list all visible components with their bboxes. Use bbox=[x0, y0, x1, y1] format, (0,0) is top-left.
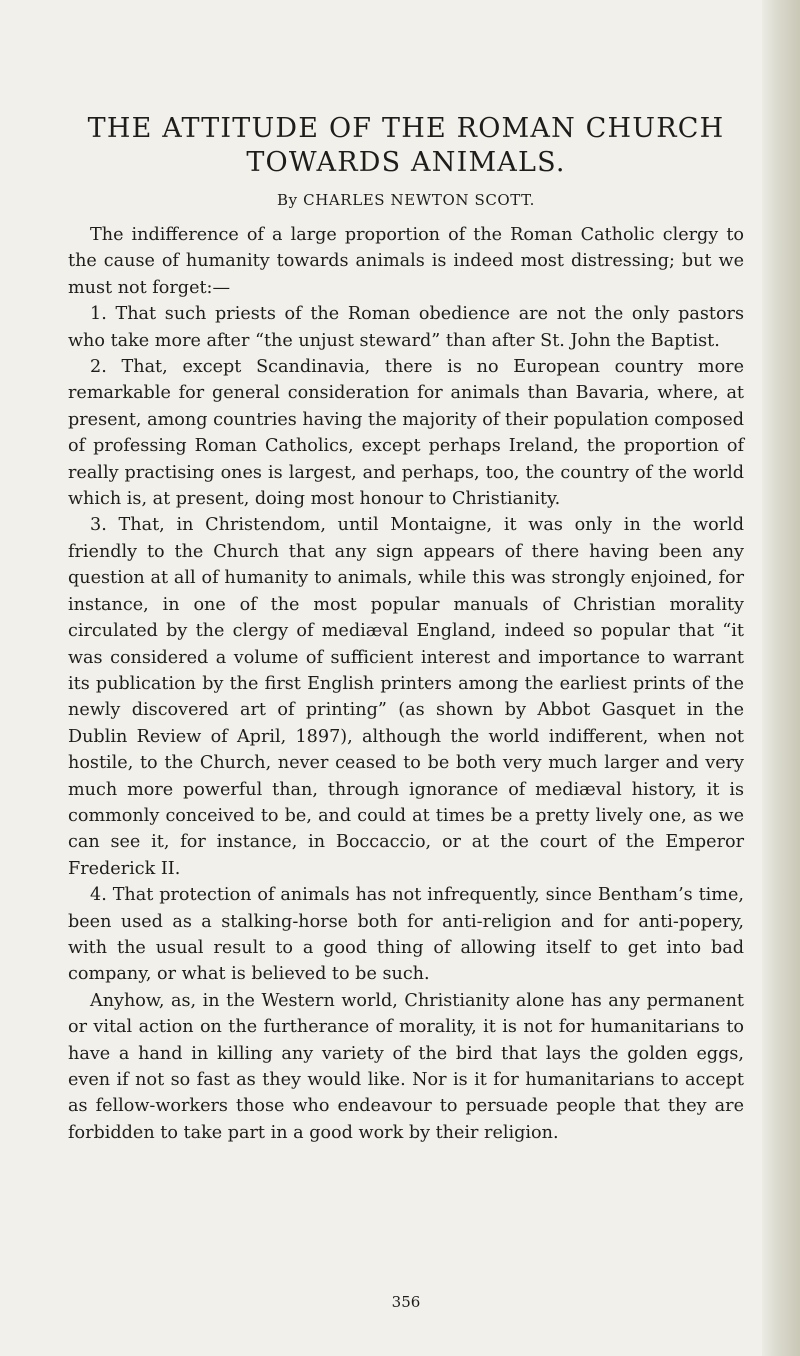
paragraph-conclusion: Anyhow, as, in the Western world, Christianity alone has any permanent or vital action on the furtherance of morality, it is not for humanitarians to have a hand in killing any variety of the bird that lays the golden eggs, even if not so fast as they would like. Nor is it for humanitarians to accept as fellow-workers those who endeavour to persuade people that they are forbidden to take part in a good work by their religion. bbox=[68, 990, 744, 1143]
page-number: 356 bbox=[391, 1293, 421, 1311]
article-page bbox=[68, 112, 744, 1311]
article-byline: By CHARLES NEWTON SCOTT. bbox=[277, 191, 535, 209]
article-title-line-2: TOWARDS ANIMALS. bbox=[246, 147, 566, 178]
article-body bbox=[68, 222, 744, 1146]
article-title-line-1: THE ATTITUDE OF THE ROMAN CHURCH bbox=[87, 113, 725, 144]
paragraph-point-3: 3. That, in Christendom, until Montaigne, it was only in the world friendly to the Church that any sign appears of there having been any question at all of humanity to animals, while this was strongly enjoined, for instance, in one of the most popular manuals of Christian morality circulated by the clergy of mediæval England, indeed so popular that “it was considered a volume of sufficient interest and importance to warrant its publication by the first English printers among the earliest prints of the newly discovered art of printing” (as shown by Abbot Gasquet in the Dublin Review of April, 1897), although the world indifferent, when not hostile, to the Church, never ceased to be both very much larger and very much more powerful than, through ignorance of mediæval history, it is commonly conceived to be, and could at times be a pretty lively one, as we can see it, for instance, in Boccaccio, or at the court of the Emperor Frederick II. bbox=[68, 515, 744, 879]
page-edge-shadow bbox=[762, 0, 800, 1356]
paragraph-intro: The indifference of a large proportion of the Roman Catholic clergy to the cause of humanity towards animals is indeed most distressing; but we must not forget:— bbox=[68, 225, 744, 298]
paragraph-point-1: 1. That such priests of the Roman obedience are not the only pastors who take more after “the unjust steward” than after St. John the Baptist. bbox=[68, 304, 744, 351]
paragraph-point-2: 2. That, except Scandinavia, there is no European country more remarkable for general consideration for animals than Bavaria, where, at present, among countries having the majority of their population composed of professing Roman Catholics, except perhaps Ireland, the proportion of really practising ones is largest, and perhaps, too, the country of the world which is, at present, doing most honour to Christianity. bbox=[68, 357, 744, 510]
paragraph-point-4: 4. That protection of animals has not infrequently, since Bentham’s time, been used as a stalking-horse both for anti-religion and for anti-popery, with the usual result to a good thing of allowing itself to get into bad company, or what is believed to be such. bbox=[68, 885, 744, 985]
